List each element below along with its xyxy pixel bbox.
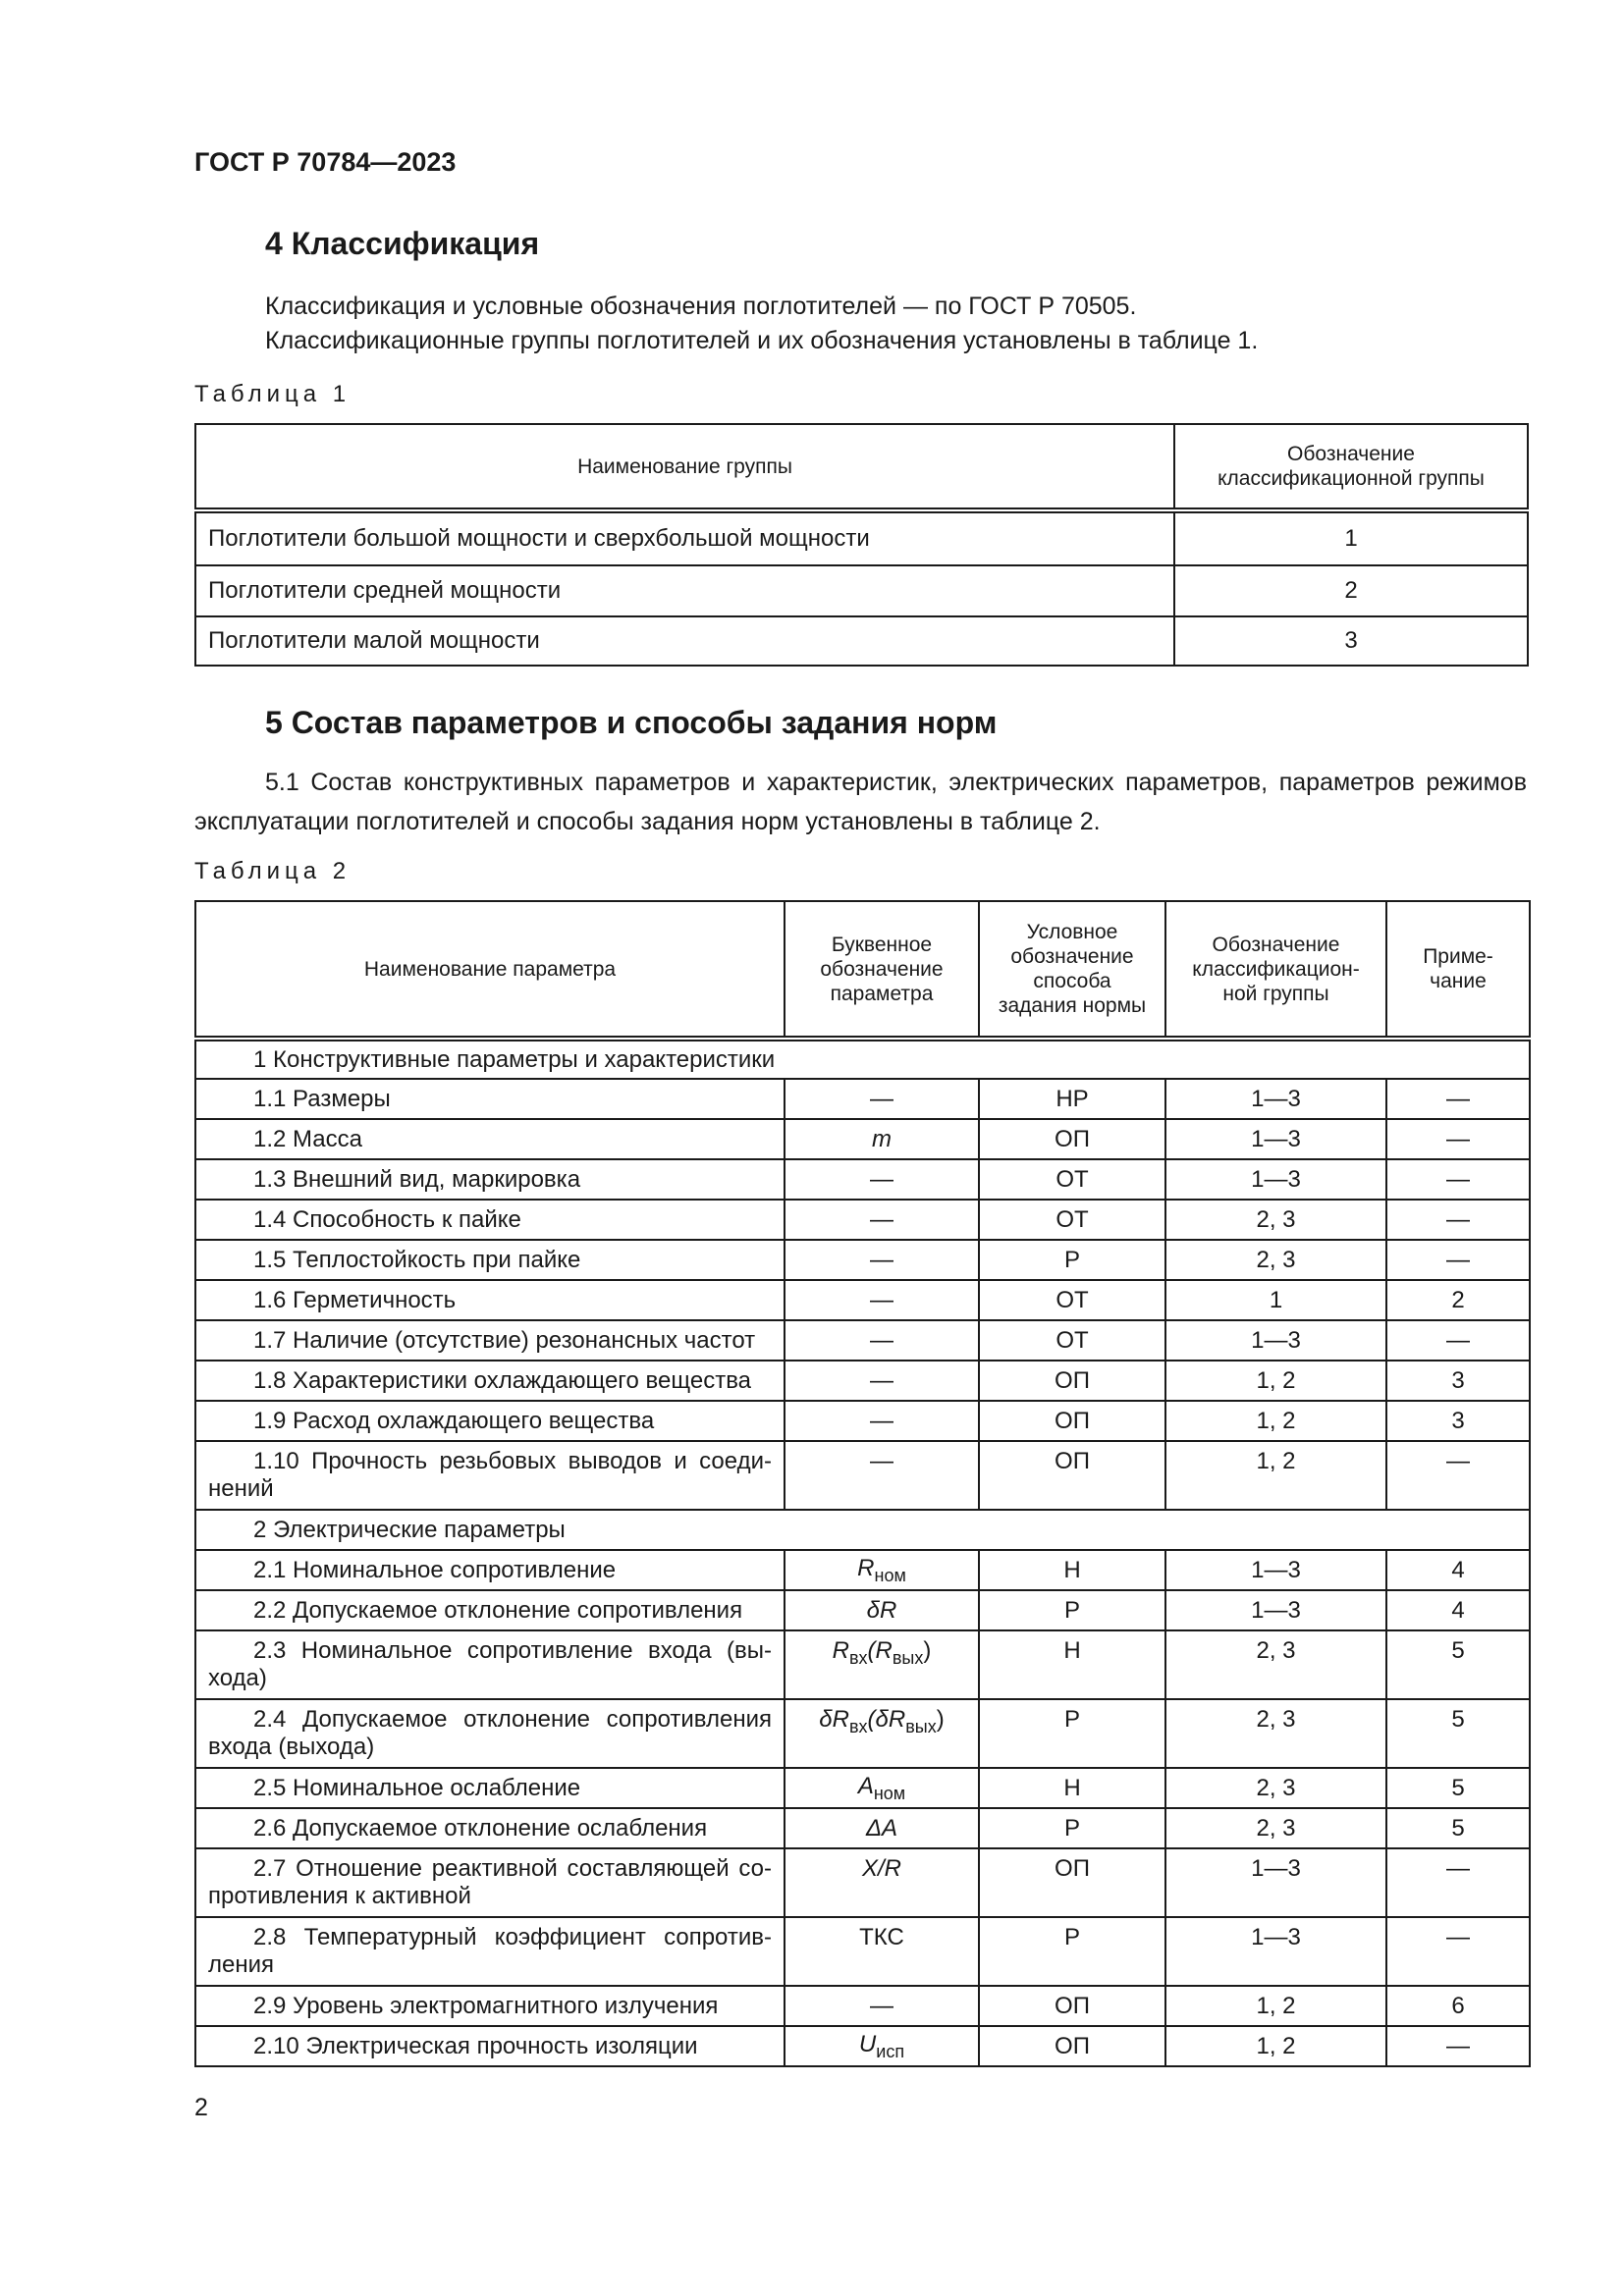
table-row [195,1361,1530,1401]
table-row [195,1630,1530,1699]
table-cell: 1, 2 [1165,2026,1386,2066]
table-cell: 1.9 Расход охлаждающего вещества [195,1401,785,1441]
table-cell: 4 [1386,1590,1530,1630]
parameter-symbol: $R_{ном}$ [785,1550,979,1590]
table-row [195,1917,1530,1986]
table-cell: Р [979,1590,1165,1630]
table-cell: 2.2 Допускаемое отклонение сопротивления [195,1590,785,1630]
table-cell: 1—3 [1165,1079,1386,1119]
table-cell: 3 [1174,616,1528,666]
table-cell: 1, 2 [1165,1441,1386,1510]
table-cell: 1.6 Герметичность [195,1280,785,1320]
parameter-symbol: $\delta R_{вх}(\delta R_{вых})$ [785,1699,979,1768]
table-row [195,1550,1530,1590]
table-row [195,1441,1530,1510]
table-cell: — [1386,1200,1530,1240]
table-cell: 2, 3 [1165,1630,1386,1699]
table-row [195,1320,1530,1361]
table-cell: — [1386,1240,1530,1280]
table-cell: 6 [1386,1986,1530,2026]
parameter-symbol: ТКС [785,1917,979,1986]
table-cell: 1, 2 [1165,1401,1386,1441]
table-cell: ОТ [979,1280,1165,1320]
table-cell: 2.7 Отношение реактивной составляющей со-противления к активной [195,1848,785,1917]
table-cell: Н [979,1550,1165,1590]
table-row [195,1808,1530,1848]
table-cell: 1.10 Прочность резьбовых выводов и соеди-нений [195,1441,785,1510]
table-row [195,565,1528,616]
table-cell: ОП [979,2026,1165,2066]
table-cell: — [1386,1441,1530,1510]
table-cell: — [785,1200,979,1240]
table-cell: ОП [979,1848,1165,1917]
section-5-title: 5 Состав параметров и способы задания норм [265,705,998,740]
table-cell: m [785,1119,979,1159]
table-cell: 1—3 [1165,1848,1386,1917]
table-row [195,2026,1530,2066]
table-row [195,1079,1530,1119]
table-2-header-method: Условное обозначение способа задания нормы [979,901,1165,1039]
table-cell: 1 [1165,1280,1386,1320]
table-cell: — [1386,2026,1530,2066]
table-cell: 5 [1386,1699,1530,1768]
table-cell: Р [979,1917,1165,1986]
section-4-title: 4 Классификация [265,226,540,261]
parameter-symbol: $R_{вх}(R_{вых})$ [785,1630,979,1699]
table-row [195,1590,1530,1630]
table-cell: — [785,1320,979,1361]
table-cell: — [1386,1917,1530,1986]
table-cell: 1.3 Внешний вид, маркировка [195,1159,785,1200]
table-1-header-name: Наименование группы [195,424,1174,510]
document-id: ГОСТ Р 70784—2023 [194,147,457,177]
parameter-symbol: δR [785,1590,979,1630]
table-2-header-name: Наименование параметра [195,901,785,1039]
table-cell: — [1386,1848,1530,1917]
table-cell: 1.1 Размеры [195,1079,785,1119]
table-cell: 1—3 [1165,1550,1386,1590]
table-cell: ОП [979,1361,1165,1401]
table-cell: 2.6 Допускаемое отклонение ослабления [195,1808,785,1848]
table-cell: — [1386,1320,1530,1361]
table-cell: Р [979,1699,1165,1768]
table-cell: 4 [1386,1550,1530,1590]
table-cell: 1.2 Масса [195,1119,785,1159]
page-number: 2 [194,2094,208,2121]
table-cell: НР [979,1079,1165,1119]
table-cell: — [785,1240,979,1280]
table-cell: 2, 3 [1165,1240,1386,1280]
table-row [195,1200,1530,1240]
table-cell: 1—3 [1165,1590,1386,1630]
table-cell: 2.4 Допускаемое отклонение сопротивления входа (выхода) [195,1699,785,1768]
table-cell: — [1386,1079,1530,1119]
table-2-caption: Таблица 2 [194,858,352,884]
table-cell: ОТ [979,1200,1165,1240]
group-title-2: 2 Электрические параметры [195,1510,1530,1550]
table-2 [194,900,1531,2067]
table-cell: 1—3 [1165,1320,1386,1361]
table-cell: — [785,1441,979,1510]
table-2-header-symbol: Буквенное обозначение параметра [785,901,979,1039]
table-cell: ОП [979,1986,1165,2026]
group-title-1: 1 Конструктивные параметры и характеристики [195,1039,1530,1079]
table-cell: 2.8 Температурный коэффициент сопротив-ления [195,1917,785,1986]
table-cell: 3 [1386,1361,1530,1401]
table-cell: 2.5 Номинальное ослабление [195,1768,785,1808]
table-cell: 2 [1386,1280,1530,1320]
table-cell: 1.8 Характеристики охлаждающего вещества [195,1361,785,1401]
table-row [195,1240,1530,1280]
table-cell: Поглотители большой мощности и сверхбольшой мощности [195,510,1174,565]
table-cell: — [785,1280,979,1320]
group-row [195,1039,1530,1079]
parameter-symbol: ΔA [785,1808,979,1848]
table-row [195,510,1528,565]
table-cell: 1.5 Теплостойкость при пайке [195,1240,785,1280]
table-cell: 1—3 [1165,1159,1386,1200]
table-cell: 2.10 Электрическая прочность изоляции [195,2026,785,2066]
table-cell: Поглотители малой мощности [195,616,1174,666]
parameter-symbol: — [785,1986,979,2026]
table-cell: Н [979,1630,1165,1699]
table-row [195,1159,1530,1200]
table-cell: — [785,1401,979,1441]
table-row [195,1401,1530,1441]
table-cell: 2 [1174,565,1528,616]
parameter-symbol: X/R [785,1848,979,1917]
table-1-header-row [195,424,1528,510]
table-1-caption: Таблица 1 [194,381,352,407]
table-cell: ОП [979,1441,1165,1510]
table-2-header-row [195,901,1530,1039]
table-cell: Н [979,1768,1165,1808]
table-1 [194,423,1529,667]
table-cell: — [785,1079,979,1119]
table-cell: 1 [1174,510,1528,565]
group-row [195,1510,1530,1550]
table-cell: 2.9 Уровень электромагнитного излучения [195,1986,785,2026]
table-row [195,616,1528,666]
table-cell: 2, 3 [1165,1200,1386,1240]
section-5-para-1: 5.1 Состав конструктивных параметров и характеристик, электрических параметров, параметров режимов эксплуатации поглотителей и способы задания норм установлены в таблице 2. [194,769,1527,835]
table-cell: — [785,1159,979,1200]
section-4-para-2: Классификационные группы поглотителей и их обозначения установлены в таблице 1. [265,327,1259,354]
table-cell: 2, 3 [1165,1808,1386,1848]
table-cell: ОТ [979,1159,1165,1200]
section-4-para-1: Классификация и условные обозначения поглотителей — по ГОСТ Р 70505. [265,293,1137,320]
parameter-symbol: $A_{ном}$ [785,1768,979,1808]
table-row [195,1986,1530,2026]
table-cell: 5 [1386,1630,1530,1699]
table-2-header-group: Обозначение классификацион-ной группы [1165,901,1386,1039]
table-row [195,1848,1530,1917]
table-cell: 2.1 Номинальное сопротивление [195,1550,785,1590]
table-cell: 1, 2 [1165,1986,1386,2026]
table-cell: — [1386,1119,1530,1159]
table-row [195,1768,1530,1808]
table-cell: 3 [1386,1401,1530,1441]
table-cell: ОП [979,1401,1165,1441]
table-row [195,1280,1530,1320]
table-1-header-code: Обозначение классификационной группы [1174,424,1528,510]
table-cell: 1, 2 [1165,1361,1386,1401]
table-cell: Р [979,1240,1165,1280]
table-2-header-note: Приме-чание [1386,901,1530,1039]
table-cell: 1—3 [1165,1917,1386,1986]
table-cell: — [1386,1159,1530,1200]
table-cell: 1.7 Наличие (отсутствие) резонансных частот [195,1320,785,1361]
table-cell: 5 [1386,1808,1530,1848]
table-cell: Р [979,1808,1165,1848]
table-cell: 2.3 Номинальное сопротивление входа (вы-хода) [195,1630,785,1699]
table-cell: ОТ [979,1320,1165,1361]
parameter-symbol: $U_{исп}$ [785,2026,979,2066]
table-cell: 2, 3 [1165,1699,1386,1768]
table-cell: 2, 3 [1165,1768,1386,1808]
table-cell: 1—3 [1165,1119,1386,1159]
table-cell: — [785,1361,979,1401]
table-cell: Поглотители средней мощности [195,565,1174,616]
table-row [195,1699,1530,1768]
table-cell: 1.4 Способность к пайке [195,1200,785,1240]
table-cell: 5 [1386,1768,1530,1808]
table-row [195,1119,1530,1159]
table-cell: ОП [979,1119,1165,1159]
